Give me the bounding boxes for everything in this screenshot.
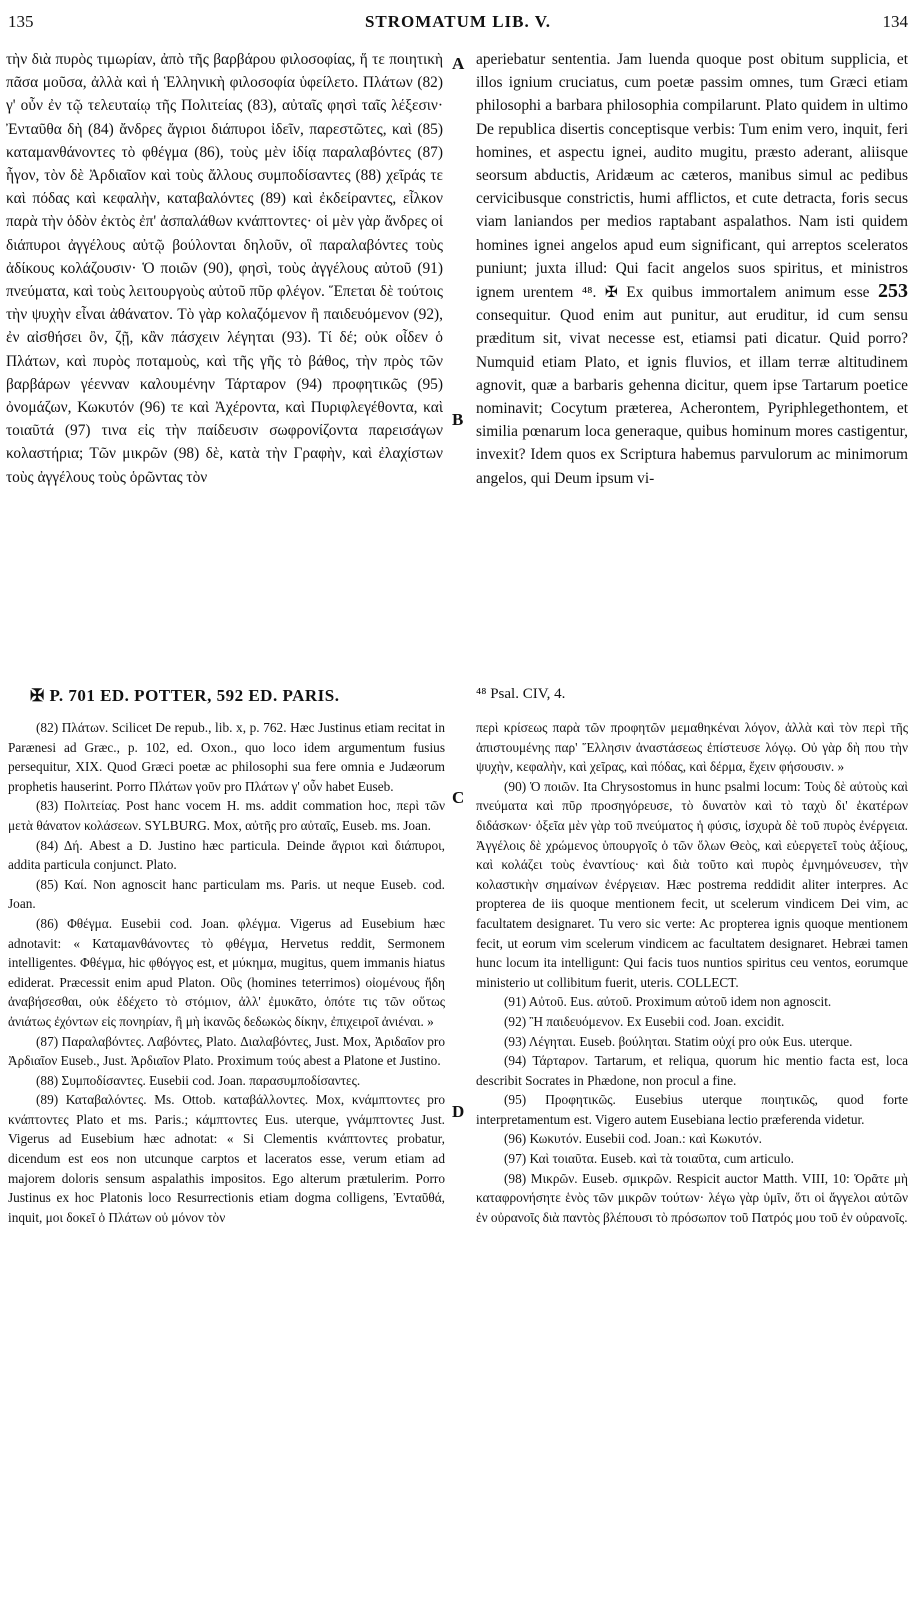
greek-text: τὴν διὰ πυρὸς τιμωρίαν, ἀπὸ τῆς βαρβάρου φιλοσοφίας, ἥ τε ποιητικὴ πᾶσα μοῦσα, ἀλλὰ καὶ ἡ Ἑλληνικὴ φιλοσοφία ὑφείλετο. Πλάτων (82) γ' οὖν ἐν τῷ τελευταίῳ τῆς Πολιτείας (83), αὐταῖς φησὶ ταῖς λέξεσιν· Ἐνταῦθα δὴ (84) ἄνδρες ἄγριοι διάπυροι ἰδεῖν, παρεστῶτες, καὶ (85) καταμανθάνοντες τὸ φθέγμα (86), τοὺς μὲν ἰδίᾳ παραλαβόντες (87) ἦγον, τὸν δὲ Ἀρδιαῖον καὶ τοὺς ἄλλους συμποδίσαντες (88) χεῖράς τε καὶ πόδας καὶ κεφαλὴν, καταβαλόντες (89) καὶ ἐκδείραντες, εἷλκον παρὰ τὴν ὁδὸν ἐκτὸς ἐπ' ἀσπαλάθων κνάπτοντες· οἱ μὲν γὰρ ἄνδρες οἱ διάπυροι ἀγγέλους αὐτῷ βούλονται δηλοῦν, οἳ παραλαβόντες τοὺς ἀδίκους κολάζουσιν· Ὁ ποιῶν (90), φησὶ, τοὺς ἀγγέλους αὐτοῦ (91) πνεύματα, καὶ τοὺς λειτουργοὺς αὐτοῦ πῦρ φλέγον. Ἕπεται δὲ τούτοις τὴν ψυχὴν εἶναι ἀθάνατον. Τὸ γὰρ κολαζόμενον ἢ παιδευόμενον (92), ἐν αἰσθήσει ὂν, ζῇ, κἂν πάσχειν λέγηται (93). Τί δέ; οὐκ οἶδεν ὁ Πλάτων, καὶ πυρὸς ποταμοὺς, καὶ τῆς γῆς τὸ βάθος, τὴν πρὸς τῶν βαρβάρων γέενναν καλουμένην Τάρταρον (94) προφητικῶς (95) ὀνομάζων, Κωκυτόν (96) τε καὶ Ἀχέροντα, καὶ Πυριφλεγέθοντα, καὶ τοιαῦτά (97) τινα εἰς τὴν παίδευσιν σωφρονίζοντα παρεισάγων κολαστήρια; Τῶν μικρῶν (98) δὲ, κατὰ τὴν Γραφὴν, καὶ ἐλαχίστων τοὺς ἀγγέλους τοὺς ὁρῶντας τὸν [6,51,443,486]
note: (93) Λέγηται. Euseb. βούληται. Statim οὐχί pro οὐκ Eus. uterque. [504,1033,853,1049]
page-number-right: 134 [882,12,908,31]
notes-right-column [476,718,908,1318]
note: (85) Καί. Non agnoscit hanc particulam ms. Paris. ut neque Euseb. cod. Joan. [8,876,445,912]
notes-left-column [8,718,445,1598]
margin-marker-c: C [452,788,465,807]
note-continuation: περὶ κρίσεως παρὰ τῶν προφητῶν μεμαθηκέναι λόγον, ἀλλὰ καὶ τὸν περὶ τῆς ἀπιστουμένης παρ' Ἕλλησιν ἀναστάσεως ἐπίστευσε λόγῳ. Οὐ γὰρ δὴ που τὴν ψυχὴν, κεφαλὴν, καὶ χεῖρας, καὶ πόδας, καὶ δέρμα, ἔχειν φήσουσιν. » [476,720,908,775]
note: (92) Ἢ παιδευόμενον. Ex Eusebii cod. Joan. excidit. [504,1013,785,1029]
note: (98) Μικρῶν. Euseb. σμικρῶν. Respicit auctor Matth. VIII, 10: Ὁρᾶτε μὴ καταφρονήσητε ἑνὸς τῶν μικρῶν τούτων· λέγω γὰρ ὑμῖν, ὅτι οἱ ἄγγελοι αὐτῶν ἐν οὐρανοῖς διὰ παντὸς βλέπουσι τὸ πρόσωπον τοῦ Πατρός μου τοῦ ἐν οὐρανοῖς. [476,1170,908,1225]
note: (82) Πλάτων. Scilicet De repub., lib. x, p. 762. Hæc Justinus etiam recitat in Parænesi ad Græc., p. 102, ed. Oxon., quo loco idem argumentum fusius persequitur, XIX. Quod Græci poetæ ac philosophi sua fere omnia e Judæorum prophetis hauserint. Porro Πλάτων γοῦν pro Πλάτων γ' οὖν habet Euseb. [8,720,445,794]
latin-text-before: aperiebatur sententia. Jam luenda quoque post obitum supplicia, et illos ignium cruciatus, cum poetæ passim omnes, tum Græci etiam philosophi a barbara philosophia compilarunt. Plato quidem in ultimo De republica disertis conceptisque verbis: Tum enim vero, inquit, feri homines, et aspectu ignei, audito mugitu, præsto aderant, aliisque seorsum abductis, Aridæum ac cæteros, manibus simul ac pedibus cervicibusque constrictis, humi afflictos, et cute detracta, foris secus viam laniandos per medios raptabant aspalathos. Nam isti quidem homines ignei angelos apud eum significant, qui arreptos sceleratos puniunt; juxta illud: Qui facit angelos suos spiritus, et ministros ignem urentem ⁴⁸. ✠ Ex quibus immortalem animum esse [476,51,908,302]
latin-text [476,48,908,490]
note: (97) Καὶ τοιαῦτα. Euseb. καὶ τὰ τοιαῦτα, cum articulo. [504,1151,794,1167]
greek-text-column [6,48,443,660]
edition-line: ✠ P. 701 ED. POTTER, 592 ED. PARIS. [30,686,340,705]
note: (87) Παραλαβόντες. Λαβόντες, Plato. Διαλαβόντες, Just. Mox, Ἀριδαῖον pro Ἀρδιαῖον Euseb., Just. Ἀρδιαῖον Plato. Proximum τούς abest a Platone et Justino. [8,1033,445,1069]
note: (90) Ὁ ποιῶν. Ita Chrysostomus in hunc psalmi locum: Τοὺς δὲ αὐτοὺς καὶ πνεύματα καὶ πῦρ προσηγόρευσε, τὸ δυνατὸν καὶ τὸ ταχὺ δι' ἑκατέρων διδάσκων· ὀξεῖα μὲν γὰρ τοῦ πνεύματος ἡ φύσις, ἰσχυρὰ δὲ τοῦ πυρὸς ἐνέργεια. Ἀγγέλοις δὲ χρώμενος ὑπουργοῖς ὁ τῶν ὅλων Θεὸς, καὶ εὐεργετεῖ τοὺς ἀξίους, καὶ κολάζει τοὺς ἐναντίους· καὶ διὰ τοῦτο καὶ πυρὸς ἐμνημόνευσεν, τὴν κολαστικὴν σημαίνων ἐνέργειαν. Hæc postrema reddidit aliter interpres. Ac propterea de iis quoque mentionem fecit, ut scelerum vindicem Dei vim, ac facultatem designaret. Tu vero sic verte: Ac propterea ignis quoque mentionem fecit, ut eorum vim scelerum vindicem ac facultatem designaret. Hebræi tamen hunc locum ita intelligunt: Qui facis tuos nuntios spiritus ceu ventos, eorumque ministerio ut collibitum fuerit, uteris. COLLECT. [476,778,908,990]
running-head [8,12,908,36]
note: (95) Προφητικῶς. Eusebius uterque ποιητικῶς, quod forte interpretamentum est. Vigero autem Eusebiana lectio præferenda videtur. [476,1092,908,1127]
note: (96) Κωκυτόν. Eusebii cod. Joan.: καὶ Κωκυτόν. [504,1131,762,1147]
page-number-left: 135 [8,12,34,31]
latin-text-column [476,48,908,660]
note: (83) Πολιτείας. Post hanc vocem H. ms. addit commation hoc, περὶ τῶν μετὰ θάνατον κολάσεων. SYLBURG. Mox, αὐτῆς pro αὐταῖς, Euseb. ms. Joan. [8,798,445,833]
note: (89) Καταβαλόντες. Ms. Ottob. καταβάλλοντες. Mox, κνάμπτοντες pro κνάπτοντες Plato et ms. Paris.; κάμπτοντες Eus. uterque, γνάμπτοντες Just. Vigerus ad Eusebium hæc adnotat: « Si Clementis κνάπτοντες probatur, dicendum est eos non utcunque carptos et laceratos esse, verum etiam ad majorem doloris sensum aspalathis impositos. Ego alterum prætulerim. Porro Justinus ex hoc Platonis loco Resurrectionis etiam dogma colligens, Ἐνταῦθά, inquit, μοι δοκεῖ ὁ Πλάτων οὐ μόνον τὸν [8,1092,445,1225]
margin-marker-a: A [452,54,465,73]
margin-marker-b: B [452,410,464,429]
note: (88) Συμποδίσαντες. Eusebii cod. Joan. παρασυμποδίσαντες. [36,1072,361,1088]
latin-footnote: ⁴⁸ Psal. CIV, 4. [476,686,566,702]
latin-text-after: consequitur. Quod enim aut punitur, aut eruditur, id cum sensu præditum sit, vivat necesse est, etiamsi pati dicatur. Quid porro? Numquid etiam Plato, et ignis fluvios, et illam terræ altitudinem agnovit, quæ a barbaris gehenna dicitur, quem ipse Tartarum poetice nominavit; Cocytum præterea, Acherontem, Pyriphlegethontem, et similia pœnarum loca generaque, quibus hominum mores castigentur, invexit? Idem quos ex Scriptura habemus parvulorum ac minimorum angelos, qui Deum ipsum vi- [476,307,908,487]
note: (91) Αὐτοῦ. Eus. αὐτοῦ. Proximum αὐτοῦ idem non agnoscit. [504,994,832,1010]
note: (84) Δή. Abest a D. Justino hæc particula. Deinde ἄγριοι καὶ διάπυροι, addita particula conjunct. Plato. [8,837,445,873]
running-title: STROMATUM LIB. V. [364,12,552,31]
note: (94) Τάρταρον. Tartarum, et reliqua, quorum hic mentio facta est, loca describit Socrates in Phædone, non procul a fine. [476,1053,908,1088]
marginal-page-number: 253 [878,280,908,303]
note: (86) Φθέγμα. Eusebii cod. Joan. φλέγμα. Vigerus ad Eusebium hæc adnotavit: « Καταμανθάνοντες τὸ φθέγμα, Hervetus reddit, Sermonem intelligentes. Φθέγμα, hic φθόγγος est, et μύκημα, mugitus, quem immanis hiatus ediderat. Præcessit enim apud Platon. Οὓς (homines teterrimos) οἰομένους ἤδη ἀναβήσεσθαι, οὐκ ἐδέχετο τὸ στόμιον, ἀλλ' ἐμυκᾶτο, ὁπότε τις τῶν οὕτως ἀνιάτως ἐχόντων εἰς πονηρίαν, ἢ μὴ ἱκανῶς δεδωκὼς δίκην, ἐπιχειροῖ ἀνιέναι. » [8,915,445,1029]
margin-marker-d: D [452,1102,465,1121]
